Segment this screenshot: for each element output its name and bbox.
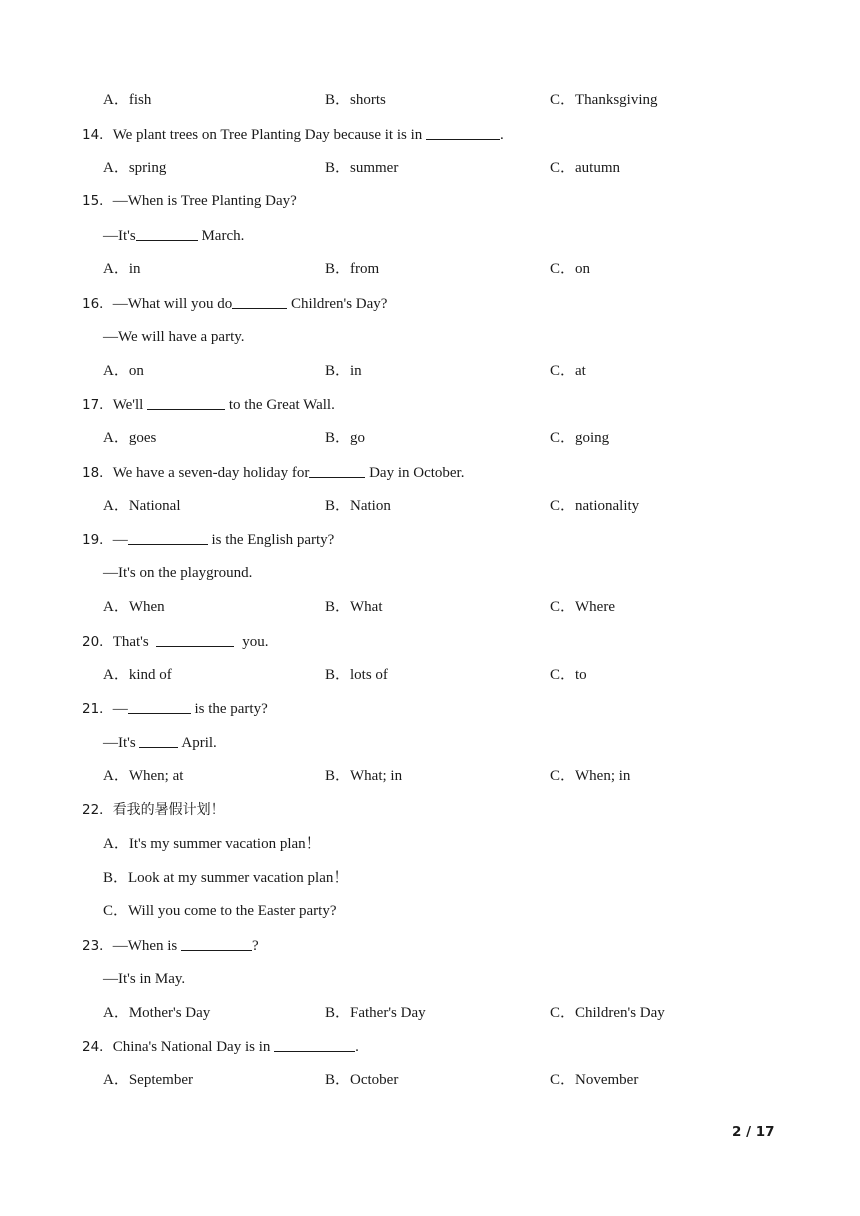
answer-blank bbox=[181, 935, 252, 951]
answer-blank bbox=[309, 462, 365, 478]
q16-option-c: C．at bbox=[550, 363, 586, 379]
q15-option-c: C．on bbox=[550, 261, 591, 277]
q18-option-a: A．National bbox=[103, 498, 181, 514]
question-19-line2: —It's on the playground. bbox=[103, 565, 253, 581]
answer-blank bbox=[232, 293, 287, 309]
question-number: 24． bbox=[82, 1039, 113, 1055]
answer-blank bbox=[147, 394, 225, 410]
question-number: 22． bbox=[82, 802, 113, 818]
q17-option-b: B．go bbox=[325, 430, 366, 446]
q24-option-b: B．October bbox=[325, 1072, 399, 1088]
q22-option-c: C．Will you come to the Easter party? bbox=[103, 903, 337, 919]
question-number: 18． bbox=[82, 465, 113, 481]
q23-option-a: A．Mother's Day bbox=[103, 1005, 211, 1021]
q13-option-b: B．shorts bbox=[325, 92, 386, 108]
q23-option-b: B．Father's Day bbox=[325, 1005, 426, 1021]
question-21-line2: —It's April. bbox=[103, 732, 217, 753]
question-15: 15．—When is Tree Planting Day? bbox=[82, 193, 297, 209]
q20-option-a: A．kind of bbox=[103, 667, 172, 683]
answer-blank bbox=[139, 732, 178, 748]
question-number: 14． bbox=[82, 127, 113, 143]
answer-blank bbox=[128, 698, 191, 714]
question-number: 20． bbox=[82, 634, 113, 650]
question-21: 21．— is the party? bbox=[82, 698, 268, 719]
q18-option-b: B．Nation bbox=[325, 498, 391, 514]
question-20: 20．That's you. bbox=[82, 631, 268, 652]
q14-option-c: C．autumn bbox=[550, 160, 620, 176]
question-number: 16． bbox=[82, 296, 113, 312]
q14-option-b: B．summer bbox=[325, 160, 399, 176]
q20-option-b: B．lots of bbox=[325, 667, 388, 683]
q24-option-c: C．November bbox=[550, 1072, 639, 1088]
q15-option-a: A．in bbox=[103, 261, 141, 277]
q17-option-c: C．going bbox=[550, 430, 610, 446]
q17-option-a: A．goes bbox=[103, 430, 157, 446]
q16-option-b: B．in bbox=[325, 363, 362, 379]
question-19: 19．— is the English party? bbox=[82, 529, 334, 550]
answer-blank bbox=[156, 631, 234, 647]
page-number: 2 / 17 bbox=[732, 1124, 775, 1140]
question-number: 15． bbox=[82, 193, 113, 209]
q21-option-c: C．When; in bbox=[550, 768, 631, 784]
q20-option-c: C．to bbox=[550, 667, 587, 683]
question-16: 16．—What will you do Children's Day? bbox=[82, 293, 387, 314]
q13-option-c: C．Thanksgiving bbox=[550, 92, 658, 108]
question-24: 24．China's National Day is in . bbox=[82, 1036, 359, 1057]
question-17: 17．We'll to the Great Wall. bbox=[82, 394, 335, 415]
question-number: 17． bbox=[82, 397, 113, 413]
q19-option-a: A．When bbox=[103, 599, 165, 615]
q22-option-b: B．Look at my summer vacation plan！ bbox=[103, 870, 349, 886]
question-15-line2: —It's March. bbox=[103, 225, 244, 246]
answer-blank bbox=[426, 124, 500, 140]
question-16-line2: —We will have a party. bbox=[103, 329, 245, 345]
question-number: 19． bbox=[82, 532, 113, 548]
question-23: 23．—When is ? bbox=[82, 935, 259, 956]
question-23-line2: —It's in May. bbox=[103, 971, 186, 987]
question-14: 14．We plant trees on Tree Planting Day because it is in . bbox=[82, 124, 504, 145]
answer-blank bbox=[274, 1036, 355, 1052]
q21-option-a: A．When; at bbox=[103, 768, 184, 784]
q13-option-a: A．fish bbox=[103, 92, 152, 108]
question-number: 23． bbox=[82, 938, 113, 954]
answer-blank bbox=[128, 529, 208, 545]
question-18: 18．We have a seven-day holiday for Day in October. bbox=[82, 462, 464, 483]
question-22: 22．看我的暑假计划！ bbox=[82, 802, 225, 818]
q18-option-c: C．nationality bbox=[550, 498, 640, 514]
q15-option-b: B．from bbox=[325, 261, 380, 277]
q14-option-a: A．spring bbox=[103, 160, 167, 176]
q23-option-c: C．Children's Day bbox=[550, 1005, 665, 1021]
q24-option-a: A．September bbox=[103, 1072, 193, 1088]
q19-option-c: C．Where bbox=[550, 599, 615, 615]
q16-option-a: A．on bbox=[103, 363, 144, 379]
q19-option-b: B．What bbox=[325, 599, 383, 615]
q22-option-a: A．It's my summer vacation plan！ bbox=[103, 836, 321, 852]
question-number: 21． bbox=[82, 701, 113, 717]
q21-option-b: B．What; in bbox=[325, 768, 403, 784]
answer-blank bbox=[136, 225, 198, 241]
